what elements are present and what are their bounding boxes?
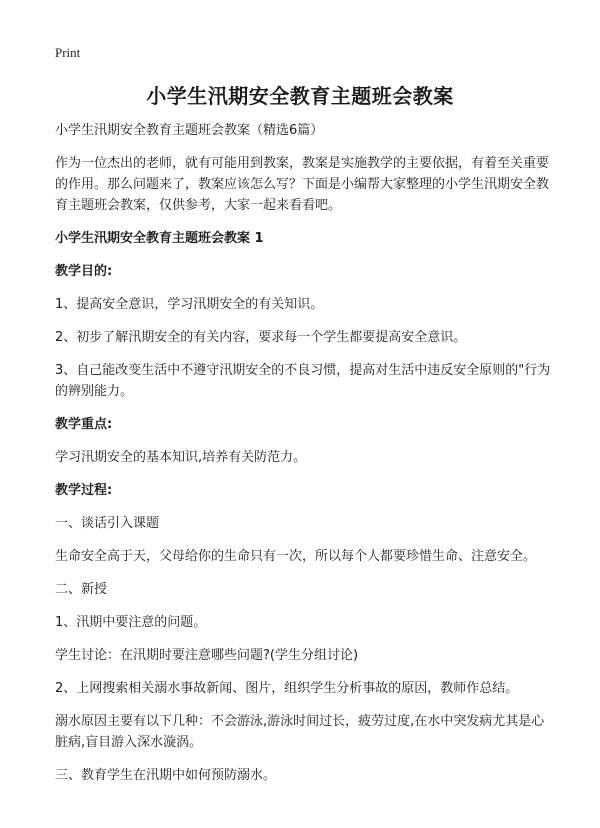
goal-item: 1、提高安全意识，学习汛期安全的有关知识。 bbox=[55, 297, 324, 312]
process-item: 1、汛期中要注意的问题。 bbox=[55, 615, 207, 630]
section-heading: 小学生汛期安全教育主题班会教案 1 bbox=[55, 231, 264, 246]
print-link[interactable]: Print bbox=[55, 45, 81, 60]
process-item: 学生讨论：在汛期时要注意哪些问题?(学生分组讨论) bbox=[55, 648, 359, 663]
goals-heading: 教学目的: bbox=[55, 264, 113, 279]
goal-item: 2、初步了解汛期安全的有关内容，要求每一个学生都要提高安全意识。 bbox=[55, 330, 467, 345]
page-title: 小学生汛期安全教育主题班会教案 bbox=[146, 84, 454, 108]
process-item: 溺水原因主要有以下几种：不会游泳,游泳时间过长，疲劳过度,在水中突发病尤其是心脏病,盲目游入深水漩涡。 bbox=[55, 714, 545, 750]
intro-paragraph: 作为一位杰出的老师，就有可能用到教案，教案是实施教学的主要依据，有着至关重要的作用。那么问题来了，教案应该怎么写？下面是小编帮大家整理的小学生汛期安全教育主题班会教案，仅供参考，大家一起来看看吧。 bbox=[55, 156, 550, 213]
process-step: 一、谈话引入课题 bbox=[55, 516, 160, 531]
process-item: 2、上网搜索相关溺水事故新闻、图片，组织学生分析事故的原因，教师作总结。 bbox=[55, 681, 519, 696]
process-step-text: 生命安全高于天，父母给你的生命只有一次，所以每个人都要珍惜生命、注意安全。 bbox=[55, 549, 537, 564]
focus-text: 学习汛期安全的基本知识,培养有关防范力。 bbox=[55, 450, 307, 465]
process-step: 三、教育学生在汛期中如何预防溺水。 bbox=[55, 768, 277, 783]
document-body bbox=[55, 120, 555, 798]
process-step: 二、新授 bbox=[55, 582, 108, 597]
subtitle: 小学生汛期安全教育主题班会教案（精选6篇） bbox=[55, 123, 324, 138]
focus-heading: 教学重点: bbox=[55, 417, 113, 432]
process-heading: 教学过程: bbox=[55, 483, 113, 498]
goal-item: 3、自己能改变生活中不遵守汛期安全的不良习惯，提高对生活中违反安全原则的"行为的辨别能力。 bbox=[55, 363, 551, 399]
